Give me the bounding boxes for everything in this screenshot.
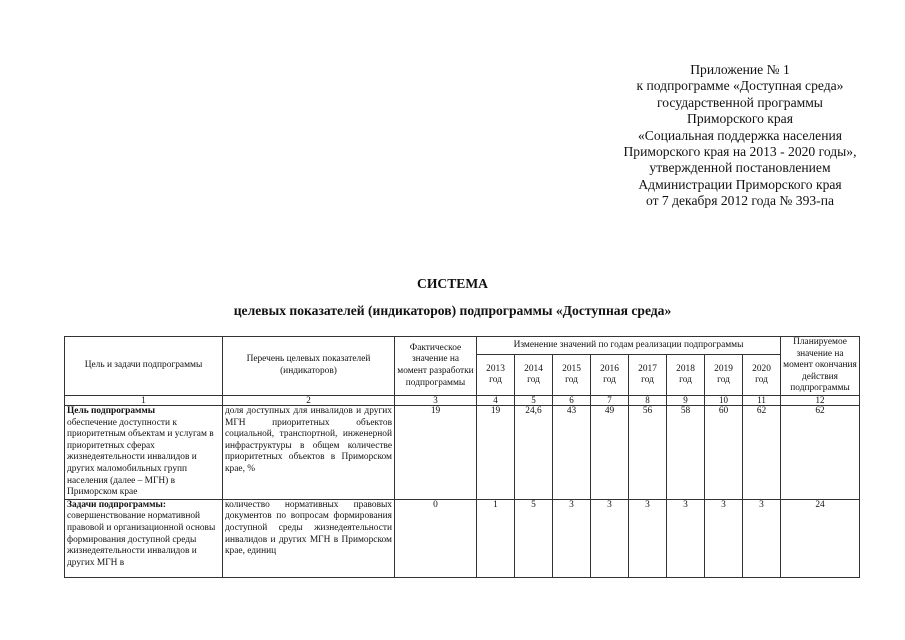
actual-value: 0	[395, 499, 477, 577]
year-value: 3	[667, 499, 705, 577]
column-number: 2	[223, 395, 395, 405]
header-indicators: Перечень целевых показателей (индикаторов)	[223, 337, 395, 396]
column-number: 11	[743, 395, 781, 405]
document-title: СИСТЕМА	[417, 276, 488, 291]
annex-line: Приморского края	[687, 111, 793, 127]
column-number: 4	[477, 395, 515, 405]
header-year: 2014 год	[515, 355, 553, 396]
annex-line: от 7 декабря 2012 года № 393-па	[645, 193, 835, 209]
year-value: 49	[591, 405, 629, 499]
header-goal: Цель и задачи подпрограммы	[65, 337, 223, 396]
annex-line: государственной программы	[657, 94, 823, 110]
year-value: 3	[553, 499, 591, 577]
header-year: 2015 год	[553, 355, 591, 396]
column-number: 5	[515, 395, 553, 405]
column-number: 9	[667, 395, 705, 405]
year-value: 43	[553, 405, 591, 499]
year-value: 19	[477, 405, 515, 499]
column-number: 3	[395, 395, 477, 405]
header-year: 2013 год	[477, 355, 515, 396]
document-subtitle: целевых показателей (индикаторов) подпрограммы «Доступная среда»	[233, 303, 672, 318]
header-actual: Фактическое значение на момент разработки подпрограммы	[395, 337, 477, 396]
header-year: 2020 год	[743, 355, 781, 396]
annex-line: утвержденной постановлением	[649, 160, 831, 176]
indicator-cell: количество нормативных правовых документов по вопросам формирования доступной среды жизнедеятельности инвалидов и других МГН в Приморском крае, единиц	[223, 499, 395, 577]
header-planned: Планируемое значение на момент окончания действия подпрограммы	[781, 337, 860, 396]
header-year: 2018 год	[667, 355, 705, 396]
year-value: 1	[477, 499, 515, 577]
header-year: 2016 год	[591, 355, 629, 396]
year-value: 60	[705, 405, 743, 499]
year-value: 58	[667, 405, 705, 499]
year-value: 24,6	[515, 405, 553, 499]
column-number: 6	[553, 395, 591, 405]
header-year: 2017 год	[629, 355, 667, 396]
goal-title: Задачи подпрограммы:	[67, 499, 166, 510]
column-numbers-row	[65, 395, 860, 405]
year-value: 56	[629, 405, 667, 499]
table-row	[65, 405, 860, 499]
goal-text: совершенствование нормативной правовой и организационной основы формирования доступной среды жизнедеятельности инвалидов и других МГН в	[67, 511, 216, 568]
annex-line: «Социальная поддержка населения	[637, 127, 843, 143]
year-value: 3	[705, 499, 743, 577]
goal-cell	[65, 405, 223, 499]
annex-line: к подпрограмме «Доступная среда»	[636, 78, 844, 94]
column-number: 8	[629, 395, 667, 405]
annex-line: Администрации Приморского края	[638, 176, 842, 192]
goal-title: Цель подпрограммы	[67, 405, 156, 416]
annex-line: Приложение № 1	[690, 62, 790, 77]
column-number: 7	[591, 395, 629, 405]
table-row	[65, 499, 860, 577]
indicator-cell: доля доступных для инвалидов и других МГН приоритетных объектов социальной, транспортной, инженерной инфраструктуры в общем количестве приоритетных объектов в Приморском крае, %	[223, 405, 395, 499]
planned-value: 24	[781, 499, 860, 577]
indicators-table	[64, 336, 860, 578]
year-value: 62	[743, 405, 781, 499]
year-value: 3	[743, 499, 781, 577]
year-value: 3	[629, 499, 667, 577]
header-year: 2019 год	[705, 355, 743, 396]
column-number: 12	[781, 395, 860, 405]
annex-block	[560, 62, 905, 210]
year-value: 3	[591, 499, 629, 577]
actual-value: 19	[395, 405, 477, 499]
header-change: Изменение значений по годам реализации подпрограммы	[477, 337, 781, 355]
column-number: 1	[65, 395, 223, 405]
planned-value: 62	[781, 405, 860, 499]
year-value: 5	[515, 499, 553, 577]
goal-cell	[65, 499, 223, 577]
column-number: 10	[705, 395, 743, 405]
annex-line: Приморского края на 2013 - 2020 годы»,	[623, 144, 857, 160]
goal-text: обеспечение доступности к приоритетным объектам и услугам в приоритетных сферах жизнедеятельности инвалидов и других маломобильных групп населения (далее – МГН) в Приморском крае	[67, 417, 214, 498]
